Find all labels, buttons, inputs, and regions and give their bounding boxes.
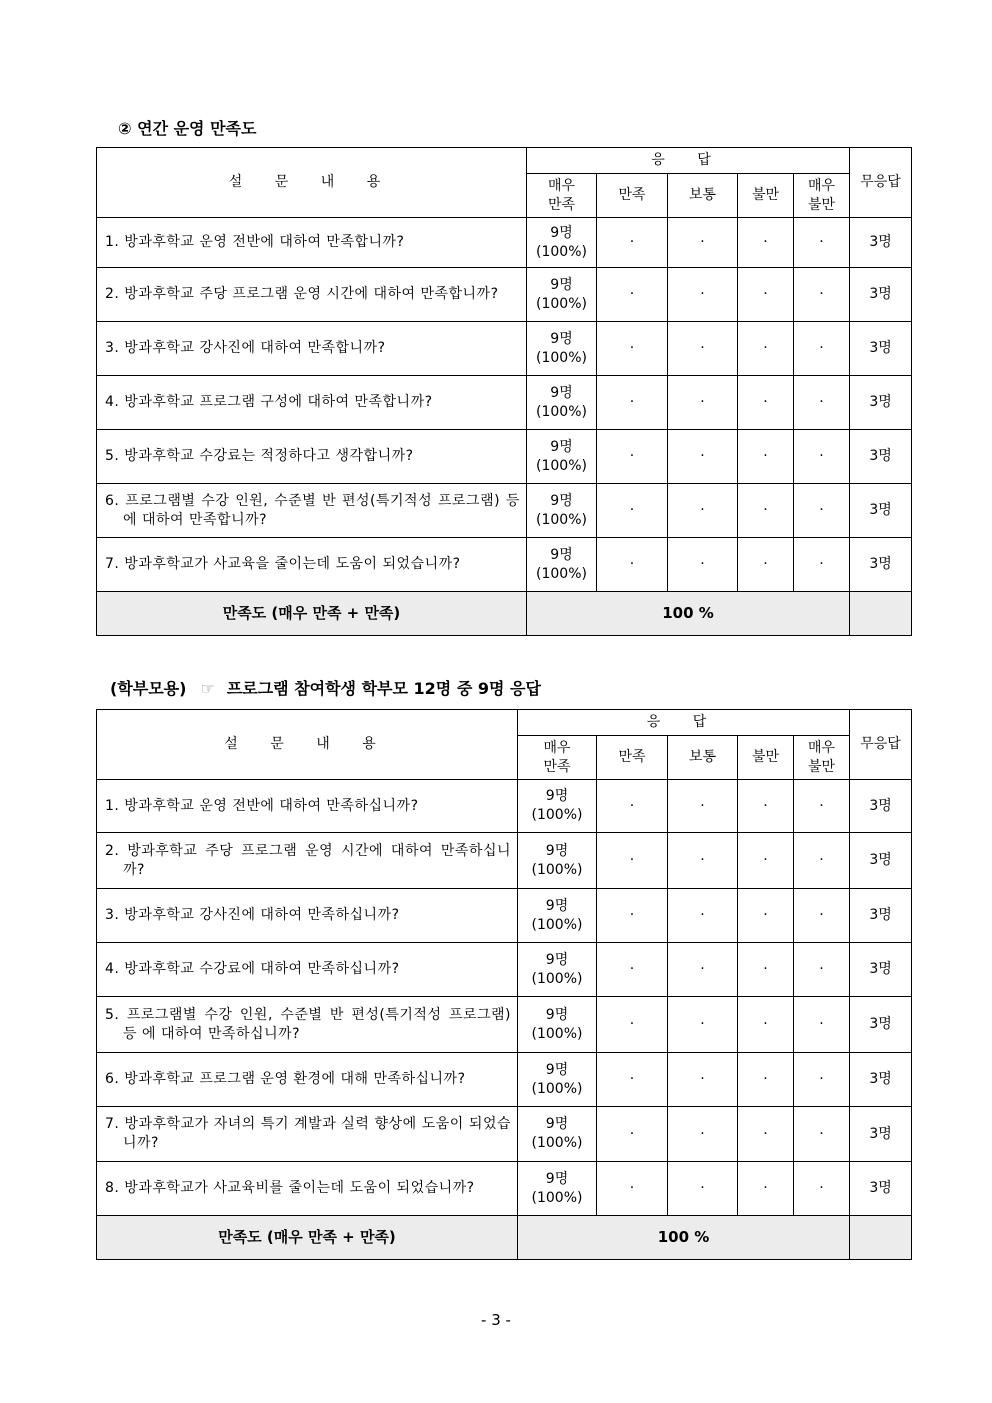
satisfied-cell: · (597, 322, 668, 376)
dissatisfied-cell: · (738, 538, 794, 592)
neutral-cell: · (668, 1162, 738, 1216)
dissatisfied-cell: · (738, 1162, 794, 1216)
table-row (97, 1053, 912, 1107)
satisfied-cell: · (597, 218, 668, 268)
dissatisfied-cell: · (738, 1053, 794, 1107)
very-dissatisfied-cell: · (794, 376, 850, 430)
satisfied-cell: · (597, 1162, 668, 1216)
summary-empty (850, 1216, 912, 1260)
very-dissatisfied-cell: · (794, 268, 850, 322)
no-response-cell: 3명 (850, 1107, 912, 1162)
dissatisfied-cell: · (738, 430, 794, 484)
satisfied-cell: · (597, 943, 668, 997)
question-cell (97, 268, 527, 322)
header-satisfied: 만족 (597, 174, 668, 218)
no-response-cell: 3명 (850, 484, 912, 538)
very-satisfied-cell: 9명 (100%) (518, 1162, 597, 1216)
satisfied-cell: · (597, 1107, 668, 1162)
table-row (97, 780, 912, 833)
very-satisfied-cell: 9명 (100%) (527, 322, 597, 376)
satisfied-cell: · (597, 1053, 668, 1107)
parent-section-label: (학부모용) (110, 679, 187, 698)
very-satisfied-cell: 9명 (100%) (518, 1053, 597, 1107)
satisfied-cell: · (597, 997, 668, 1053)
header-no-response: 무응답 (850, 148, 912, 218)
no-response-cell: 3명 (850, 997, 912, 1053)
header-neutral: 보통 (668, 736, 738, 780)
satisfied-cell: · (597, 484, 668, 538)
very-dissatisfied-cell: · (794, 538, 850, 592)
summary-value: 100 % (527, 592, 850, 636)
no-response-cell: 3명 (850, 943, 912, 997)
summary-label: 만족도 (매우 만족 + 만족) (97, 592, 527, 636)
dissatisfied-cell: · (738, 1107, 794, 1162)
dissatisfied-cell: · (738, 889, 794, 943)
question-cell (97, 322, 527, 376)
table-row (97, 430, 912, 484)
table-row (97, 376, 912, 430)
question-cell (97, 218, 527, 268)
neutral-cell: · (668, 376, 738, 430)
no-response-cell: 3명 (850, 322, 912, 376)
question-text: 6. 방과후학교 프로그램 운영 환경에 대해 만족하십니까? (105, 1071, 466, 1088)
very-dissatisfied-cell: · (794, 1053, 850, 1107)
question-text: 2. 방과후학교 주당 프로그램 운영 시간에 대하여 만족하십니까? (105, 842, 511, 878)
question-cell (97, 833, 518, 889)
satisfied-cell: · (597, 780, 668, 833)
neutral-cell: · (668, 484, 738, 538)
summary-empty (850, 592, 912, 636)
question-text: 6. 프로그램별 수강 인원, 수준별 반 편성(특기적성 프로그램) 등에 대하여 만족합니까? (105, 492, 520, 528)
question-cell (97, 1107, 518, 1162)
very-dissatisfied-cell: · (794, 997, 850, 1053)
very-dissatisfied-cell: · (794, 889, 850, 943)
question-cell (97, 1162, 518, 1216)
satisfied-cell: · (597, 268, 668, 322)
very-dissatisfied-cell: · (794, 430, 850, 484)
question-cell (97, 484, 527, 538)
question-text: 4. 방과후학교 수강료에 대하여 만족하십니까? (105, 961, 400, 978)
header-very-satisfied: 매우 만족 (527, 174, 597, 218)
very-satisfied-cell: 9명 (100%) (527, 484, 597, 538)
no-response-cell: 3명 (850, 268, 912, 322)
dissatisfied-cell: · (738, 484, 794, 538)
neutral-cell: · (668, 997, 738, 1053)
question-cell (97, 997, 518, 1053)
neutral-cell: · (668, 889, 738, 943)
dissatisfied-cell: · (738, 833, 794, 889)
very-satisfied-cell: 9명 (100%) (518, 997, 597, 1053)
question-text: 1. 방과후학교 운영 전반에 대하여 만족합니까? (105, 234, 405, 251)
question-text: 7. 방과후학교가 사교육을 줄이는데 도움이 되었습니까? (105, 556, 461, 573)
no-response-cell: 3명 (850, 430, 912, 484)
page-number: - 3 - (481, 1311, 511, 1329)
very-dissatisfied-cell: · (794, 1162, 850, 1216)
pointing-hand-icon: ☞ (200, 679, 215, 698)
header-response: 응 답 (527, 148, 850, 174)
student-satisfaction-table (96, 147, 912, 636)
header-no-response: 무응답 (850, 710, 912, 780)
question-cell (97, 430, 527, 484)
very-dissatisfied-cell: · (794, 322, 850, 376)
question-cell (97, 376, 527, 430)
question-cell (97, 538, 527, 592)
header-very-dissatisfied: 매우 불만 (794, 736, 850, 780)
parent-section-description: 프로그램 참여학생 학부모 12명 중 9명 응답 (226, 679, 541, 698)
section-title: ② 연간 운영 만족도 (118, 119, 257, 138)
question-cell (97, 889, 518, 943)
table-row (97, 538, 912, 592)
neutral-cell: · (668, 780, 738, 833)
table-row (97, 484, 912, 538)
very-dissatisfied-cell: · (794, 943, 850, 997)
header-neutral: 보통 (668, 174, 738, 218)
header-very-dissatisfied: 매우 불만 (794, 174, 850, 218)
neutral-cell: · (668, 1053, 738, 1107)
table-row (97, 833, 912, 889)
no-response-cell: 3명 (850, 833, 912, 889)
neutral-cell: · (668, 833, 738, 889)
neutral-cell: · (668, 538, 738, 592)
question-text: 3. 방과후학교 강사진에 대하여 만족하십니까? (105, 907, 400, 924)
question-text: 5. 방과후학교 수강료는 적정하다고 생각합니까? (105, 448, 414, 465)
dissatisfied-cell: · (738, 943, 794, 997)
dissatisfied-cell: · (738, 997, 794, 1053)
no-response-cell: 3명 (850, 1162, 912, 1216)
table-row (97, 943, 912, 997)
very-dissatisfied-cell: · (794, 833, 850, 889)
very-satisfied-cell: 9명 (100%) (518, 780, 597, 833)
question-text: 7. 방과후학교가 자녀의 특기 계발과 실력 향상에 도움이 되었습니까? (105, 1116, 511, 1151)
table-row (97, 1107, 912, 1162)
question-text: 4. 방과후학교 프로그램 구성에 대하여 만족합니까? (105, 394, 433, 411)
very-satisfied-cell: 9명 (100%) (518, 889, 597, 943)
satisfied-cell: · (597, 889, 668, 943)
no-response-cell: 3명 (850, 538, 912, 592)
dissatisfied-cell: · (738, 376, 794, 430)
neutral-cell: · (668, 268, 738, 322)
question-cell (97, 943, 518, 997)
very-dissatisfied-cell: · (794, 780, 850, 833)
dissatisfied-cell: · (738, 218, 794, 268)
no-response-cell: 3명 (850, 218, 912, 268)
parent-satisfaction-table (96, 709, 912, 1260)
very-satisfied-cell: 9명 (100%) (518, 833, 597, 889)
question-text: 8. 방과후학교가 사교육비를 줄이는데 도움이 되었습니까? (105, 1180, 475, 1197)
satisfied-cell: · (597, 538, 668, 592)
header-satisfied: 만족 (597, 736, 668, 780)
satisfied-cell: · (597, 430, 668, 484)
neutral-cell: · (668, 1107, 738, 1162)
parent-section-heading (110, 676, 541, 699)
very-satisfied-cell: 9명 (100%) (527, 538, 597, 592)
very-satisfied-cell: 9명 (100%) (518, 943, 597, 997)
table-row (97, 997, 912, 1053)
dissatisfied-cell: · (738, 322, 794, 376)
very-satisfied-cell: 9명 (100%) (527, 268, 597, 322)
table-row (97, 268, 912, 322)
no-response-cell: 3명 (850, 889, 912, 943)
very-dissatisfied-cell: · (794, 1107, 850, 1162)
question-text: 2. 방과후학교 주당 프로그램 운영 시간에 대하여 만족합니까? (105, 286, 499, 303)
table-row (97, 889, 912, 943)
satisfied-cell: · (597, 833, 668, 889)
header-question: 설 문 내 용 (97, 148, 527, 218)
no-response-cell: 3명 (850, 1053, 912, 1107)
header-very-satisfied: 매우 만족 (518, 736, 597, 780)
summary-value: 100 % (518, 1216, 850, 1260)
neutral-cell: · (668, 322, 738, 376)
neutral-cell: · (668, 218, 738, 268)
table-row (97, 1162, 912, 1216)
dissatisfied-cell: · (738, 268, 794, 322)
question-text: 5. 프로그램별 수강 인원, 수준별 반 편성(특기적성 프로그램) 등 에 대하여 만족하십니까? (105, 1006, 511, 1042)
very-satisfied-cell: 9명 (100%) (527, 376, 597, 430)
summary-label: 만족도 (매우 만족 + 만족) (97, 1216, 518, 1260)
very-satisfied-cell: 9명 (100%) (527, 218, 597, 268)
question-text: 1. 방과후학교 운영 전반에 대하여 만족하십니까? (105, 797, 419, 814)
question-cell (97, 780, 518, 833)
header-response: 응 답 (518, 710, 850, 736)
very-dissatisfied-cell: · (794, 218, 850, 268)
neutral-cell: · (668, 430, 738, 484)
very-satisfied-cell: 9명 (100%) (518, 1107, 597, 1162)
table-row (97, 322, 912, 376)
header-question: 설 문 내 용 (97, 710, 518, 780)
no-response-cell: 3명 (850, 376, 912, 430)
satisfied-cell: · (597, 376, 668, 430)
question-text: 3. 방과후학교 강사진에 대하여 만족합니까? (105, 340, 386, 357)
dissatisfied-cell: · (738, 780, 794, 833)
header-dissatisfied: 불만 (738, 174, 794, 218)
table-row (97, 218, 912, 268)
question-cell (97, 1053, 518, 1107)
header-dissatisfied: 불만 (738, 736, 794, 780)
very-satisfied-cell: 9명 (100%) (527, 430, 597, 484)
no-response-cell: 3명 (850, 780, 912, 833)
very-dissatisfied-cell: · (794, 484, 850, 538)
neutral-cell: · (668, 943, 738, 997)
